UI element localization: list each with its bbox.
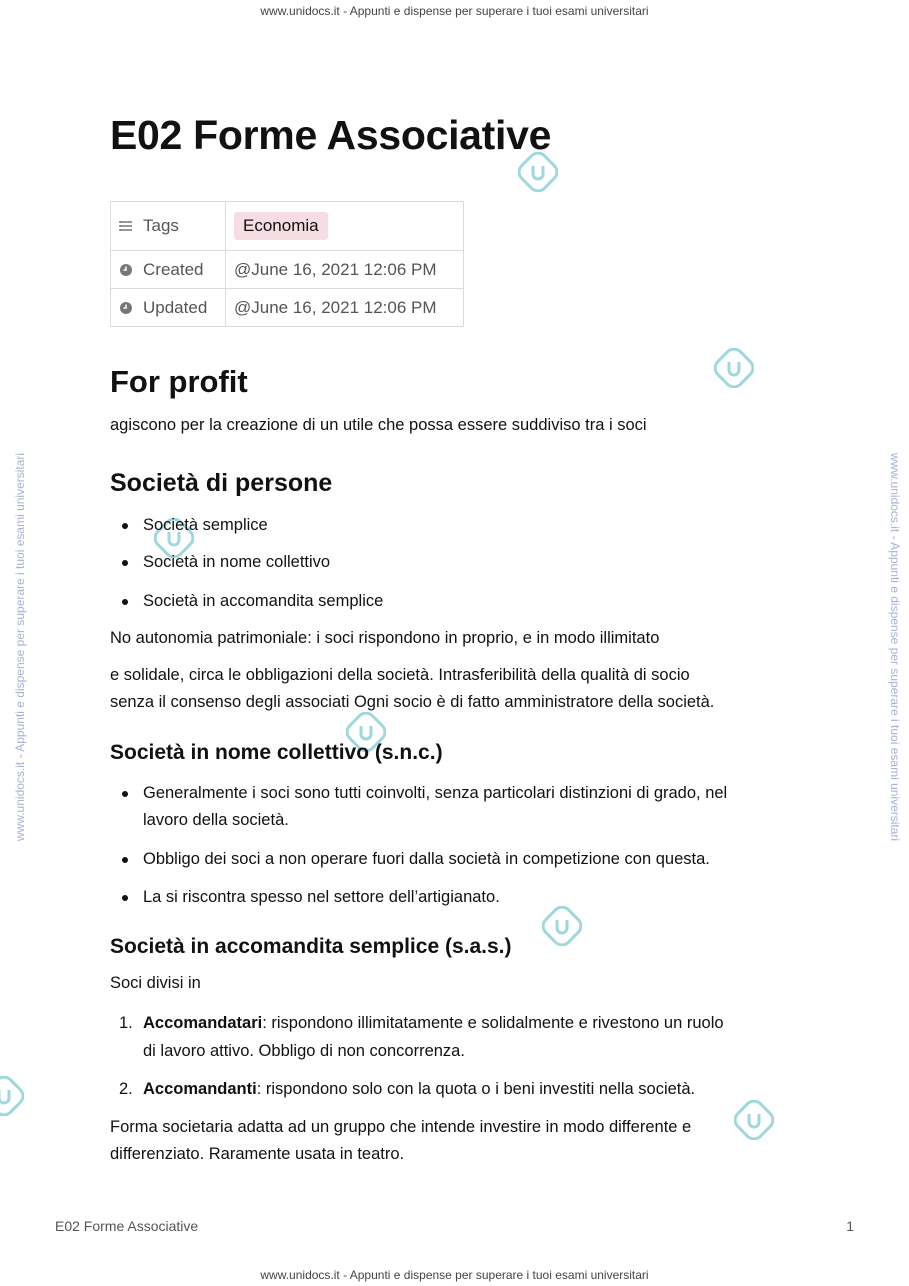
clock-icon [119, 263, 133, 277]
page-number: 1 [846, 1218, 854, 1234]
paragraph: agiscono per la creazione di un utile che possa essere suddiviso tra i soci [110, 416, 647, 434]
list-item: Società in accomandita semplice [143, 587, 803, 615]
paragraph: differenziato. Raramente usata in teatro. [110, 1145, 405, 1163]
list-number: 2. [119, 1080, 133, 1098]
footer-title: E02 Forme Associative [55, 1218, 199, 1234]
paragraph: senza il consenso degli associati Ogni socio è di fatto amministratore della società. [110, 693, 715, 711]
property-row-created [111, 251, 464, 289]
list-item-continuation: di lavoro attivo. Obbligo di non concorrenza. [143, 1042, 465, 1060]
list-icon [119, 219, 133, 233]
watermark-footer: www.unidocs.it - Appunti e dispense per superare i tuoi esami universitari [260, 1268, 649, 1282]
list-item: Generalmente i soci sono tutti coinvolti, senza particolari distinzioni di grado, nel [143, 779, 803, 807]
property-value [226, 202, 464, 251]
page-title: E02 Forme Associative [110, 112, 552, 158]
property-key: Tags [111, 202, 226, 251]
heading-for-profit: For profit [110, 364, 248, 399]
list-item: 2. Accomandanti: rispondono solo con la quota o i beni investiti nella società. [143, 1075, 803, 1103]
list-number: 1. [119, 1014, 133, 1032]
list-item: La si riscontra spesso nel settore dell’artigianato. [143, 883, 803, 911]
heading-sas: Società in accomandita semplice (s.a.s.) [110, 935, 512, 958]
properties-table [110, 201, 464, 327]
bullet-icon [122, 857, 128, 863]
list-item: Obbligo dei soci a non operare fuori dalla società in competizione con questa. [143, 845, 803, 873]
bullet-icon [122, 560, 128, 566]
watermark-side-left: www.unidocs.it - Appunti e dispense per superare i tuoi esami universitari [13, 452, 27, 842]
list-item: Società in nome collettivo [143, 548, 803, 576]
bullet-icon [122, 895, 128, 901]
property-row-updated [111, 289, 464, 327]
bullet-icon [122, 791, 128, 797]
heading-societa-di-persone: Società di persone [110, 469, 333, 497]
paragraph: e solidale, circa le obbligazioni della società. Intrasferibilità della qualità di socio [110, 666, 690, 684]
watermark-logo-icon [542, 906, 582, 946]
list-item-continuation: lavoro della società. [143, 811, 289, 829]
watermark-header: www.unidocs.it - Appunti e dispense per superare i tuoi esami universitari [260, 4, 649, 18]
heading-snc: Società in nome collettivo (s.n.c.) [110, 741, 443, 764]
property-key: Updated [111, 289, 226, 327]
bullet-icon [122, 599, 128, 605]
property-key: Created [111, 251, 226, 289]
watermark-logo-icon [0, 1076, 24, 1116]
property-value: @June 16, 2021 12:06 PM [226, 289, 464, 327]
list-item: 1. Accomandatari: rispondono illimitatamente e solidalmente e rivestono un ruolo [143, 1009, 803, 1037]
clock-icon [119, 301, 133, 315]
paragraph: Forma societaria adatta ad un gruppo che intende investire in modo differente e [110, 1118, 692, 1136]
tag-badge[interactable]: Economia [234, 212, 328, 240]
property-row-tags [111, 202, 464, 251]
property-value: @June 16, 2021 12:06 PM [226, 251, 464, 289]
list-item: Società semplice [143, 511, 803, 539]
bullet-icon [122, 523, 128, 529]
paragraph: Soci divisi in [110, 974, 201, 992]
watermark-side-right: www.unidocs.it - Appunti e dispense per superare i tuoi esami universitari [888, 452, 902, 842]
watermark-logo-icon [714, 348, 754, 388]
paragraph: No autonomia patrimoniale: i soci rispondono in proprio, e in modo illimitato [110, 629, 660, 647]
